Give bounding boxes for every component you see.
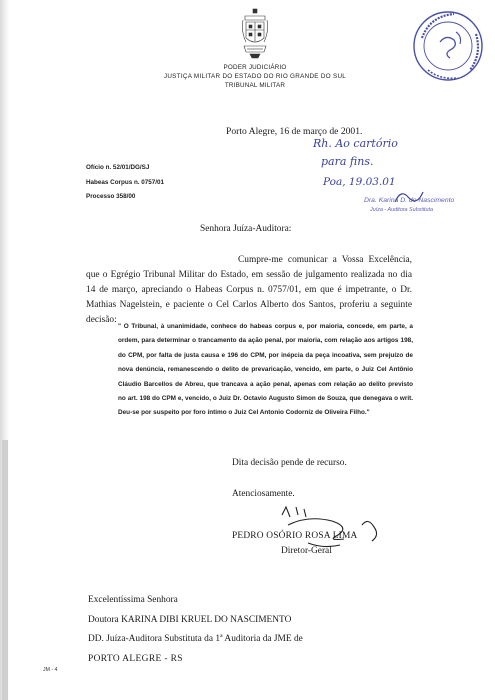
date-line: Porto Alegre, 16 de março de 2001. — [226, 126, 363, 137]
footer-code: JM - 4 — [43, 667, 58, 673]
decision-quote: " O Tribunal, à unanimidade, conhece do habeas corpus e, por maioria, concede, em parte, a ordem, para determinar o trancamento da ação penal, por maioria, com relação aos artigos 198, do CPM, por falta de justa causa e 196 do CPM, por inépcia da peça incoativa, sem prejuízo de nova denúncia, remanescendo o delito de prevaricação, vencido, em parte, o Juiz Cel Antônio Cláudio Barcellos de Abreu, que trancava a ação penal, apenas com relação ao delito previsto no art. 198 do CPM e, vencido, o Juiz Dr. Octavio Augusto Simon de Souza, que denegava o writ. Deu-se por suspeito por foro íntimo o Juiz Cel Antonio Codorniz de Oliveira Filho." — [118, 323, 413, 417]
addressee-line-2: Doutora KARINA DIBI KRUEL DO NASCIMENTO — [88, 614, 292, 625]
addressee-block — [88, 591, 303, 669]
addressee-line-4: PORTO ALEGRE - RS — [88, 653, 183, 664]
letterhead-line-3: TRIBUNAL MILITAR — [224, 82, 286, 89]
reference-block — [86, 161, 164, 205]
letterhead-line-2: JUSTIÇA MILITAR DO ESTADO DO RIO GRANDE DO SUL — [163, 73, 347, 80]
habeas-corpus-number: Habeas Corpus n. 0757/01 — [86, 178, 165, 186]
letterhead-line-1: PODER JUDICIÁRIO — [223, 64, 287, 71]
signer-name: PEDRO OSÓRIO ROSA LIMA — [232, 531, 358, 541]
process-number: Processo 358/00 — [86, 193, 136, 200]
letterhead — [150, 63, 360, 90]
addressee-line-1: Excelentíssima Senhora — [88, 595, 178, 605]
signer-title: Diretor-Geral — [281, 546, 332, 556]
judge-stamp-name: Dra. Karina D. do Nascimento — [364, 197, 455, 204]
handwritten-line-2: para fins. — [321, 155, 374, 168]
scan-edge-line — [2, 440, 8, 700]
body-paragraph: Cumpre-me comunicar a Vossa Excelência, que o Egrégio Tribunal Militar do Estado, em sessão de julgamento realizada no dia 14 de março, apreciando o Habeas Corpus n. 0757/01, em que é impetrante, o Dr. Mathias Nagelstein, e paciente o Cel Carlos Alberto dos Santos, proferiu a seguinte decisão: — [86, 255, 412, 325]
body-text — [86, 253, 412, 328]
coat-of-arms-emblem — [241, 8, 269, 60]
salutation: Senhora Juíza-Auditora: — [200, 224, 292, 234]
oficio-number: Ofício n. 52/01/DG/SJ — [86, 164, 150, 171]
pending-note: Dita decisão pende de recurso. — [232, 458, 347, 468]
judge-stamp — [364, 197, 474, 213]
addressee-line-3: DD. Juíza-Auditora Substituta da 1ª Auditoria da JME de — [88, 634, 303, 644]
handwritten-line-3: Poa, 19.03.01 — [323, 176, 396, 188]
closing: Atenciosamente. — [232, 489, 295, 499]
handwritten-line-1: Rh. Ao cartório — [313, 137, 398, 150]
protocol-stamp — [410, 8, 486, 84]
judge-stamp-role: Juíza - Auditora Substituta — [370, 207, 434, 213]
